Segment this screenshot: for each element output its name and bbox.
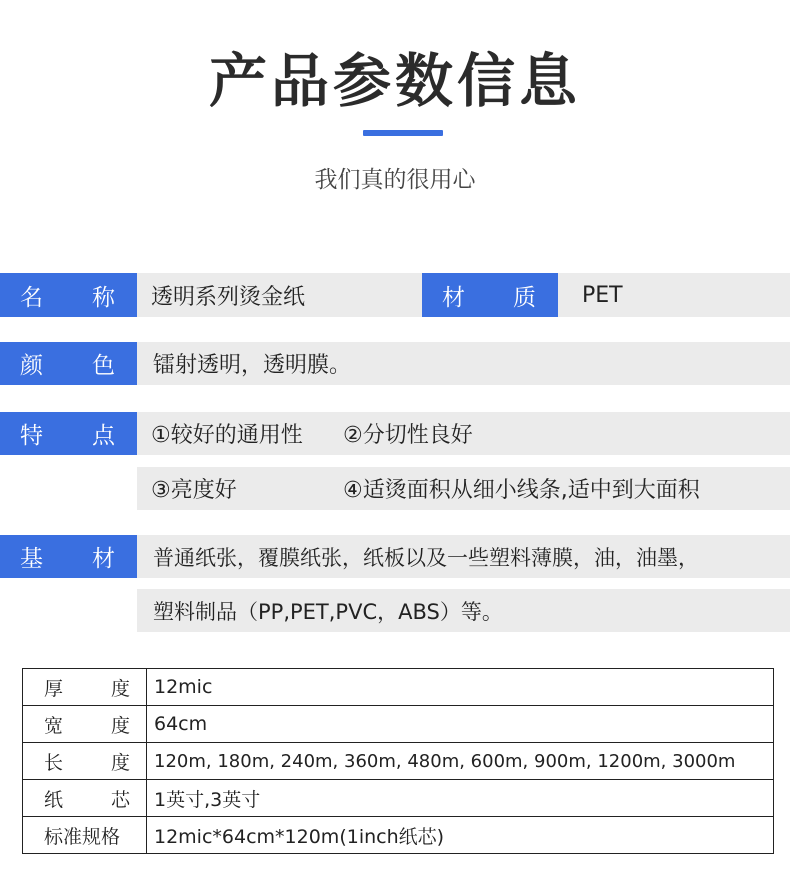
label-features-char-2: 点 xyxy=(92,423,115,449)
label-color-char-2: 色 xyxy=(92,353,115,379)
spec-value-length: 120m, 180m, 240m, 360m, 480m, 600m, 900m, 1200m, 3000m xyxy=(147,743,774,780)
page-title: 产品参数信息 xyxy=(208,47,581,115)
label-name xyxy=(0,273,137,317)
spec-value-core: 1英寸,3英寸 xyxy=(147,780,774,817)
spec-label-thickness xyxy=(23,669,147,706)
table-row xyxy=(23,817,774,854)
spec-table xyxy=(22,668,774,854)
spec-label-standard xyxy=(23,817,147,854)
spec-value-width: 64cm xyxy=(147,706,774,743)
value-features-row-1 xyxy=(137,412,790,455)
spec-label-char: 度 xyxy=(110,751,130,774)
table-row xyxy=(23,743,774,780)
value-substrate-line-1: 普通纸张，覆膜纸张，纸板以及一些塑料薄膜，油，油墨， xyxy=(137,535,790,578)
label-substrate-char-2: 材 xyxy=(92,546,115,572)
spec-label-char: 宽 xyxy=(44,714,64,737)
feature-item-3: ③亮度好 xyxy=(151,478,237,503)
spec-label-char: 度 xyxy=(110,714,130,737)
value-features-row-2 xyxy=(137,467,790,510)
spec-label-core xyxy=(23,780,147,817)
table-row xyxy=(23,706,774,743)
spec-label-char: 芯 xyxy=(110,788,130,811)
spec-label-char: 度 xyxy=(110,677,130,700)
page-subtitle: 我们真的很用心 xyxy=(314,167,476,193)
label-material-char-2: 质 xyxy=(513,284,536,311)
spec-value-standard: 12mic*64cm*120m(1inch纸芯) xyxy=(147,817,774,854)
label-material-char-1: 材 xyxy=(442,284,465,311)
label-substrate-char-1: 基 xyxy=(20,546,43,572)
table-row xyxy=(23,669,774,706)
label-features-char-1: 特 xyxy=(20,423,43,449)
label-color xyxy=(0,342,137,385)
label-name-char-1: 名 xyxy=(20,284,43,311)
spec-label-length xyxy=(23,743,147,780)
value-material: PET xyxy=(558,273,790,317)
label-name-char-2: 称 xyxy=(92,284,115,311)
feature-item-4: ④适烫面积从细小线条,适中到大面积 xyxy=(343,478,700,503)
spec-value-thickness: 12mic xyxy=(147,669,774,706)
feature-item-1: ①较好的通用性 xyxy=(151,423,303,448)
spec-label-text: 标准规格 xyxy=(44,825,121,848)
label-features xyxy=(0,412,137,455)
label-material xyxy=(422,273,558,317)
feature-item-2: ②分切性良好 xyxy=(343,423,473,448)
spec-label-width xyxy=(23,706,147,743)
title-underline xyxy=(363,130,443,136)
spec-label-char: 纸 xyxy=(44,788,64,811)
table-row xyxy=(23,780,774,817)
value-name: 透明系列烫金纸 xyxy=(137,273,422,317)
spec-label-char: 厚 xyxy=(44,677,64,700)
value-substrate-line-2: 塑料制品（PP,PET,PVC，ABS）等。 xyxy=(137,589,790,632)
spec-label-char: 长 xyxy=(44,751,64,774)
value-color: 镭射透明，透明膜。 xyxy=(137,342,790,385)
label-substrate xyxy=(0,535,137,578)
label-color-char-1: 颜 xyxy=(20,353,43,379)
